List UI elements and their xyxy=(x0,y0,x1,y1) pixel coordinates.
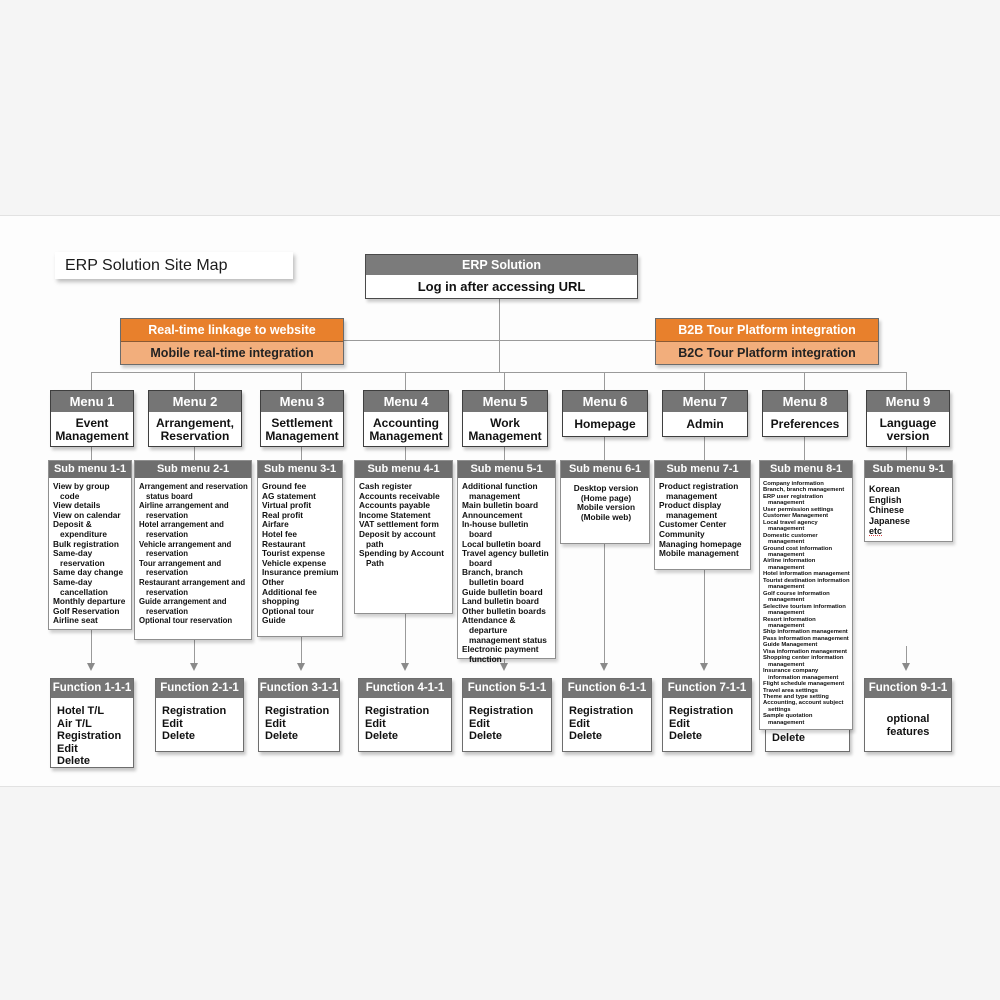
list-item: Delete xyxy=(162,730,196,743)
list-item: Delete xyxy=(265,730,299,743)
list-item: Spending by Account Path xyxy=(359,548,444,568)
submenu-8-1-box xyxy=(759,460,853,730)
function-9-1-1-box xyxy=(864,678,952,752)
submenu-6-1-box xyxy=(560,460,650,544)
submenu-9-1-box xyxy=(864,460,953,542)
connector-line xyxy=(91,628,92,663)
list-item: Delete xyxy=(569,730,603,743)
menu-6-header: Menu 6 xyxy=(563,391,647,414)
arrow-down-icon xyxy=(700,663,708,671)
list-item: Insurance premium xyxy=(262,567,339,578)
connector-line xyxy=(504,372,505,390)
connector-line xyxy=(405,612,406,663)
arrow-down-icon xyxy=(600,663,608,671)
list-item: Edit xyxy=(569,717,590,730)
connector-line xyxy=(301,372,302,390)
menu-4-box xyxy=(363,390,449,447)
list-item: Other bulletin boards xyxy=(462,605,546,616)
list-item: Delete xyxy=(469,730,503,743)
list-item: Guide xyxy=(262,615,286,626)
submenu-9-1-header: Sub menu 9-1 xyxy=(865,461,952,478)
list-item: Deposit by account path xyxy=(359,528,436,549)
list-item: Hotel T/L xyxy=(57,705,105,717)
function-7-1-1-box xyxy=(662,678,752,752)
function-9-1-1-header: Function 9-1-1 xyxy=(865,679,951,700)
list-item: optional features xyxy=(886,712,930,738)
list-item: Registration xyxy=(265,705,330,717)
list-item: Customer Management xyxy=(763,513,829,520)
list-item: Air T/L xyxy=(57,717,92,730)
submenu-3-1-header: Sub menu 3-1 xyxy=(258,461,342,478)
list-item: Vehicle expense xyxy=(262,557,327,568)
function-3-1-1-box xyxy=(258,678,340,752)
list-item: etc xyxy=(869,526,883,536)
menu-1-box xyxy=(50,390,134,447)
function-4-1-1-list xyxy=(359,700,451,748)
submenu-1-1-list xyxy=(49,478,131,629)
list-item: shopping xyxy=(262,596,300,607)
submenu-5-1-list xyxy=(458,478,555,667)
list-item: Registration xyxy=(57,730,122,743)
list-item: Monthly departure xyxy=(53,596,126,607)
menu-1-label: Event Management xyxy=(55,415,129,443)
list-item: Local bulletin board xyxy=(462,538,541,549)
function-9-1-1-list xyxy=(865,700,951,751)
connector-line xyxy=(194,638,195,663)
list-item: Branch, branch bulletin board xyxy=(462,567,524,587)
connector-line xyxy=(194,372,195,390)
connector-line xyxy=(91,372,92,390)
list-item: Product display management xyxy=(659,500,722,520)
list-item: VAT settlement form xyxy=(359,519,439,530)
submenu-3-1-list xyxy=(258,478,342,629)
page-title: ERP Solution Site Map xyxy=(55,252,293,279)
function-8-1-1-list xyxy=(772,732,805,745)
menu-6-label: Homepage xyxy=(574,417,636,432)
menu-2-box xyxy=(148,390,242,447)
list-item: Airline arrangement and reservation xyxy=(139,501,229,520)
connector-line xyxy=(604,436,605,460)
list-item: Visa information management xyxy=(763,648,848,655)
submenu-7-1-header: Sub menu 7-1 xyxy=(655,461,750,478)
root-node-box xyxy=(365,254,638,299)
list-item: Hotel fee xyxy=(262,528,298,539)
list-item: Guide bulletin board xyxy=(462,586,543,597)
list-item: Theme and type setting xyxy=(763,693,829,700)
list-item: Accounts receivable xyxy=(359,490,440,501)
list-item: Delete xyxy=(772,732,806,745)
list-item: View by group code xyxy=(53,481,110,501)
list-item: In-house bulletin board xyxy=(462,519,529,539)
list-item: Hotel information management xyxy=(763,571,850,578)
list-item: Main bulletin board xyxy=(462,500,539,511)
list-item: Registration xyxy=(569,705,634,717)
list-item: Cash register xyxy=(359,481,413,491)
list-item: Tourist expense xyxy=(262,548,326,559)
list-item: Restaurant xyxy=(262,538,306,549)
root-node-subtitle: Log in after accessing URL xyxy=(417,279,586,294)
list-item: Registration xyxy=(469,705,534,717)
submenu-5-1-box xyxy=(457,460,556,664)
function-7-1-1-header: Function 7-1-1 xyxy=(663,679,751,700)
list-item: Edit xyxy=(469,717,490,730)
list-item: Registration xyxy=(162,705,227,717)
connector-line xyxy=(343,340,499,341)
connector-line xyxy=(194,446,195,460)
list-item: Edit xyxy=(669,717,690,730)
list-item: Edit xyxy=(162,717,183,730)
submenu-7-1-box xyxy=(654,460,751,570)
connector-line xyxy=(504,446,505,460)
connector-line xyxy=(704,436,705,460)
function-2-1-1-box xyxy=(155,678,244,752)
submenu-2-1-box xyxy=(134,460,252,640)
connector-line xyxy=(405,372,406,390)
list-item: Announcement xyxy=(462,509,523,520)
menu-7-label: Admin xyxy=(686,417,724,432)
menu-3-label: Settlement Management xyxy=(265,415,339,443)
function-3-1-1-header: Function 3-1-1 xyxy=(259,679,339,700)
integration-right-box xyxy=(655,318,879,365)
list-item: Product registration management xyxy=(659,481,739,501)
list-item: Same-day cancellation xyxy=(53,576,108,597)
list-item: Guide Management xyxy=(763,642,818,649)
menu-9-header: Menu 9 xyxy=(867,391,949,414)
arrow-down-icon xyxy=(902,663,910,671)
list-item: Electronic payment function xyxy=(462,644,539,664)
submenu-4-1-list xyxy=(355,478,452,571)
list-item: Airfare xyxy=(262,519,289,530)
function-5-1-1-header: Function 5-1-1 xyxy=(463,679,551,700)
list-item: Optional tour reservation xyxy=(139,616,233,626)
connector-line xyxy=(91,372,907,373)
list-item: Delete xyxy=(57,755,91,768)
connector-line xyxy=(804,372,805,390)
list-item: Optional tour xyxy=(262,605,315,616)
function-7-1-1-list xyxy=(663,700,751,748)
arrow-down-icon xyxy=(190,663,198,671)
list-item: Same day change xyxy=(53,567,124,578)
submenu-6-1-header: Sub menu 6-1 xyxy=(561,461,649,478)
menu-5-box xyxy=(462,390,548,447)
list-item: Deposit & expenditure xyxy=(53,519,108,539)
list-item: Chinese xyxy=(869,505,905,515)
submenu-5-1-header: Sub menu 5-1 xyxy=(458,461,555,478)
list-item: Attendance & departure management status xyxy=(462,615,547,645)
submenu-3-1-box xyxy=(257,460,343,637)
list-item: Edit xyxy=(265,717,286,730)
menu-6-box xyxy=(562,390,648,437)
function-4-1-1-box xyxy=(358,678,452,752)
menu-9-label: Language version xyxy=(879,415,937,443)
connector-line xyxy=(301,446,302,460)
list-item: Accounts payable xyxy=(359,500,431,511)
submenu-8-1-list xyxy=(760,478,852,726)
list-item: Mobile management xyxy=(659,548,739,559)
list-item: Same-day reservation xyxy=(53,548,105,568)
submenu-2-1-list xyxy=(135,478,251,629)
menu-4-label: Accounting Management xyxy=(369,415,443,443)
integration-b2b-platform: B2B Tour Platform integration xyxy=(656,319,878,341)
connector-line xyxy=(906,446,907,460)
menu-7-header: Menu 7 xyxy=(663,391,747,414)
menu-3-box xyxy=(260,390,344,447)
list-item: Domestic customer management xyxy=(763,532,818,546)
connector-line xyxy=(604,372,605,390)
function-1-1-1-box xyxy=(50,678,134,768)
submenu-7-1-list xyxy=(655,478,750,562)
list-item: Shopping center information management xyxy=(763,655,844,668)
submenu-1-1-header: Sub menu 1-1 xyxy=(49,461,131,478)
list-item: Land bulletin board xyxy=(462,596,539,607)
function-6-1-1-box xyxy=(562,678,652,752)
function-5-1-1-box xyxy=(462,678,552,752)
list-item: Golf course information management xyxy=(763,590,830,604)
arrow-down-icon xyxy=(297,663,305,671)
list-item: ERP user registration management xyxy=(763,493,824,507)
list-item: Other xyxy=(262,576,285,587)
list-item: Airline seat xyxy=(53,615,98,626)
list-item: Restaurant arrangement and reservation xyxy=(139,577,246,597)
root-node-header: ERP Solution xyxy=(366,255,637,276)
connector-line xyxy=(301,635,302,663)
menu-5-header: Menu 5 xyxy=(463,391,547,414)
connector-line xyxy=(405,446,406,460)
list-item: Edit xyxy=(365,717,386,730)
list-item: Guide arrangement and reservation xyxy=(139,597,227,616)
integration-b2c-platform: B2C Tour Platform integration xyxy=(656,341,878,364)
function-4-1-1-header: Function 4-1-1 xyxy=(359,679,451,700)
menu-5-label: Work Management xyxy=(468,415,542,443)
list-item: Resort information management xyxy=(763,616,816,629)
list-item: Desktop version (Home page) xyxy=(573,483,639,503)
connector-line xyxy=(906,646,907,663)
list-item: Company information xyxy=(763,481,824,487)
list-item: Sample quotation management xyxy=(763,713,813,726)
function-3-1-1-list xyxy=(259,700,339,748)
integration-left-box xyxy=(120,318,344,365)
submenu-2-1-header: Sub menu 2-1 xyxy=(135,461,251,478)
submenu-1-1-box xyxy=(48,460,132,630)
connector-line xyxy=(604,542,605,663)
submenu-8-1-header: Sub menu 8-1 xyxy=(760,461,852,478)
list-item: Flight schedule management xyxy=(763,681,845,688)
list-item: Airline information management xyxy=(763,558,816,571)
connector-line xyxy=(804,436,805,460)
list-item: Income Statement xyxy=(359,509,431,520)
function-5-1-1-list xyxy=(463,700,551,748)
menu-2-label: Arrangement, Reservation xyxy=(155,415,235,443)
menu-8-header: Menu 8 xyxy=(763,391,847,414)
function-1-1-1-list xyxy=(51,700,133,773)
list-item: Branch, branch management xyxy=(763,487,845,494)
function-2-1-1-list xyxy=(156,700,243,748)
list-item: Ground fee xyxy=(262,481,307,491)
list-item: Mobile version (Mobile web) xyxy=(576,502,636,522)
list-item: Local travel agency management xyxy=(763,519,818,533)
list-item: View details xyxy=(53,500,101,511)
list-item: Customer Center xyxy=(659,519,727,530)
integration-mobile-realtime: Mobile real-time integration xyxy=(121,341,343,364)
connector-line xyxy=(91,446,92,460)
menu-1-header: Menu 1 xyxy=(51,391,133,414)
list-item: Japanese xyxy=(869,515,911,526)
list-item: Golf Reservation xyxy=(53,605,120,616)
list-item: Korean xyxy=(869,484,901,494)
list-item: Additional function management xyxy=(462,481,538,501)
function-1-1-1-header: Function 1-1-1 xyxy=(51,679,133,700)
list-item: Arrangement and reservation status board xyxy=(139,482,248,501)
list-item: Real profit xyxy=(262,509,304,520)
list-item: Tourist destination information management xyxy=(763,577,850,591)
list-item: Pass information management xyxy=(763,635,849,642)
integration-realtime-website: Real-time linkage to website xyxy=(121,319,343,341)
submenu-4-1-header: Sub menu 4-1 xyxy=(355,461,452,478)
function-6-1-1-header: Function 6-1-1 xyxy=(563,679,651,700)
menu-4-header: Menu 4 xyxy=(364,391,448,414)
list-item: English xyxy=(869,494,902,505)
list-item: Hotel arrangement and reservation xyxy=(139,520,224,539)
submenu-4-1-box xyxy=(354,460,453,614)
submenu-6-1-list xyxy=(561,478,649,525)
connector-line xyxy=(704,568,705,663)
function-2-1-1-header: Function 2-1-1 xyxy=(156,679,243,700)
connector-line xyxy=(704,372,705,390)
list-item: Vehicle arrangement and reservation xyxy=(139,539,232,559)
list-item: Edit xyxy=(57,742,78,755)
connector-line xyxy=(500,340,655,341)
list-item: Delete xyxy=(669,730,703,743)
list-item: Community xyxy=(659,528,705,539)
list-item: Delete xyxy=(365,730,399,743)
submenu-9-1-list xyxy=(865,478,952,540)
menu-9-box xyxy=(866,390,950,447)
list-item: Accounting, account subject settings xyxy=(763,700,844,713)
list-item: Registration xyxy=(669,705,734,717)
list-item: AG statement xyxy=(262,490,316,501)
menu-8-label: Preferences xyxy=(770,417,840,432)
arrow-down-icon xyxy=(87,663,95,671)
connector-line xyxy=(906,372,907,390)
list-item: Virtual profit xyxy=(262,500,312,511)
list-item: View on calendar xyxy=(53,509,121,520)
list-item: Bulk registration xyxy=(53,538,119,549)
menu-7-box xyxy=(662,390,748,437)
menu-3-header: Menu 3 xyxy=(261,391,343,414)
list-item: Ground cost information management xyxy=(763,545,833,558)
list-item: Tour arrangement and reservation xyxy=(139,558,222,578)
list-item: Selective tourism information management xyxy=(763,603,846,617)
list-item: Ship information management xyxy=(763,629,848,636)
list-item: Additional fee xyxy=(262,586,317,597)
function-6-1-1-list xyxy=(563,700,651,748)
list-item: Registration xyxy=(365,705,430,717)
list-item: Travel agency bulletin board xyxy=(462,548,549,568)
menu-8-box xyxy=(762,390,848,437)
list-item: Insurance company information management xyxy=(763,668,839,681)
list-item: User permission settings xyxy=(763,506,834,513)
connector-line xyxy=(499,297,500,372)
list-item: Travel area settings xyxy=(763,687,819,694)
list-item: Managing homepage xyxy=(659,538,742,549)
arrow-down-icon xyxy=(401,663,409,671)
menu-2-header: Menu 2 xyxy=(149,391,241,414)
